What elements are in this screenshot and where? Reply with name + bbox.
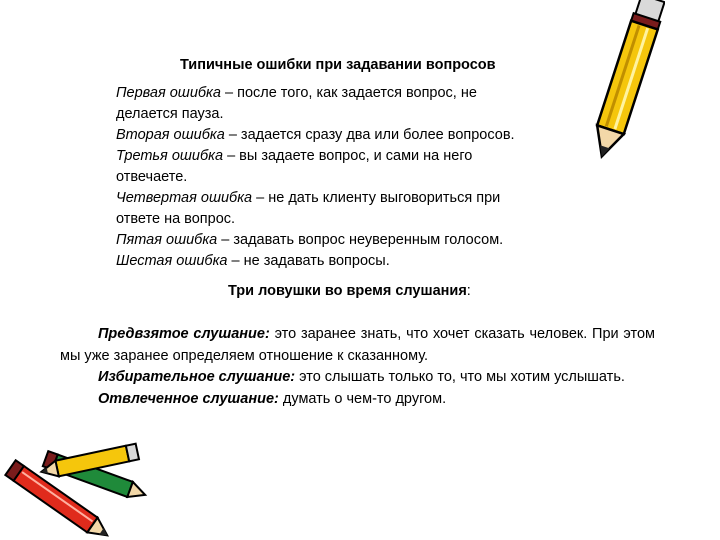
error-label: Вторая ошибка — [116, 127, 225, 143]
trap-term: Предвзятое слушание: — [98, 326, 270, 342]
error-text: – вы задаете вопрос, и сами на него — [223, 148, 473, 164]
trap-term: Избирательное слушание: — [98, 369, 296, 385]
list-item — [116, 146, 646, 167]
list-item — [116, 167, 646, 188]
list-item — [116, 251, 646, 272]
trap-text: думать о чем-то другом. — [278, 390, 447, 407]
error-label: Пятая ошибка — [116, 232, 218, 248]
list-item — [116, 188, 646, 209]
error-label: Первая ошибка — [116, 85, 221, 101]
error-text: – задается сразу два или более вопросов. — [224, 127, 515, 143]
slide-title: Типичные ошибки при задавании вопросов — [180, 57, 496, 73]
traps-list — [60, 324, 655, 410]
list-item — [116, 125, 646, 146]
error-text: – не задавать вопросы. — [227, 253, 390, 269]
traps-heading — [228, 283, 628, 299]
list-item — [116, 209, 646, 230]
traps-heading-colon: : — [466, 283, 471, 299]
error-text: делается пауза. — [116, 106, 224, 122]
error-label: Четвертая ошибка — [116, 190, 253, 206]
trap-text: это заранее знать, что хочет сказать человек. При этом мы уже заранее определяем отношение к сказанному. — [60, 326, 655, 364]
error-text: – после того, как задается вопрос, не — [220, 85, 477, 101]
error-text: ответе на вопрос. — [116, 211, 236, 227]
traps-heading-text: Три ловушки во время слушания — [228, 283, 467, 299]
errors-list — [116, 83, 646, 272]
error-label: Шестая ошибка — [116, 253, 228, 269]
list-item — [60, 324, 655, 367]
list-item — [116, 83, 646, 104]
pencil-icon — [0, 440, 150, 540]
error-label: Третья ошибка — [116, 148, 224, 164]
list-item — [116, 230, 646, 251]
trap-text: это слышать только то, что мы хотим услышать. — [295, 369, 625, 385]
list-item — [116, 104, 646, 125]
list-item — [60, 389, 655, 411]
error-text: – не дать клиенту выговориться при — [252, 190, 501, 206]
error-text: отвечаете. — [116, 169, 188, 185]
trap-term: Отвлеченное слушание: — [98, 390, 279, 407]
error-text: – задавать вопрос неуверенным голосом. — [217, 232, 504, 248]
list-item — [60, 367, 655, 389]
